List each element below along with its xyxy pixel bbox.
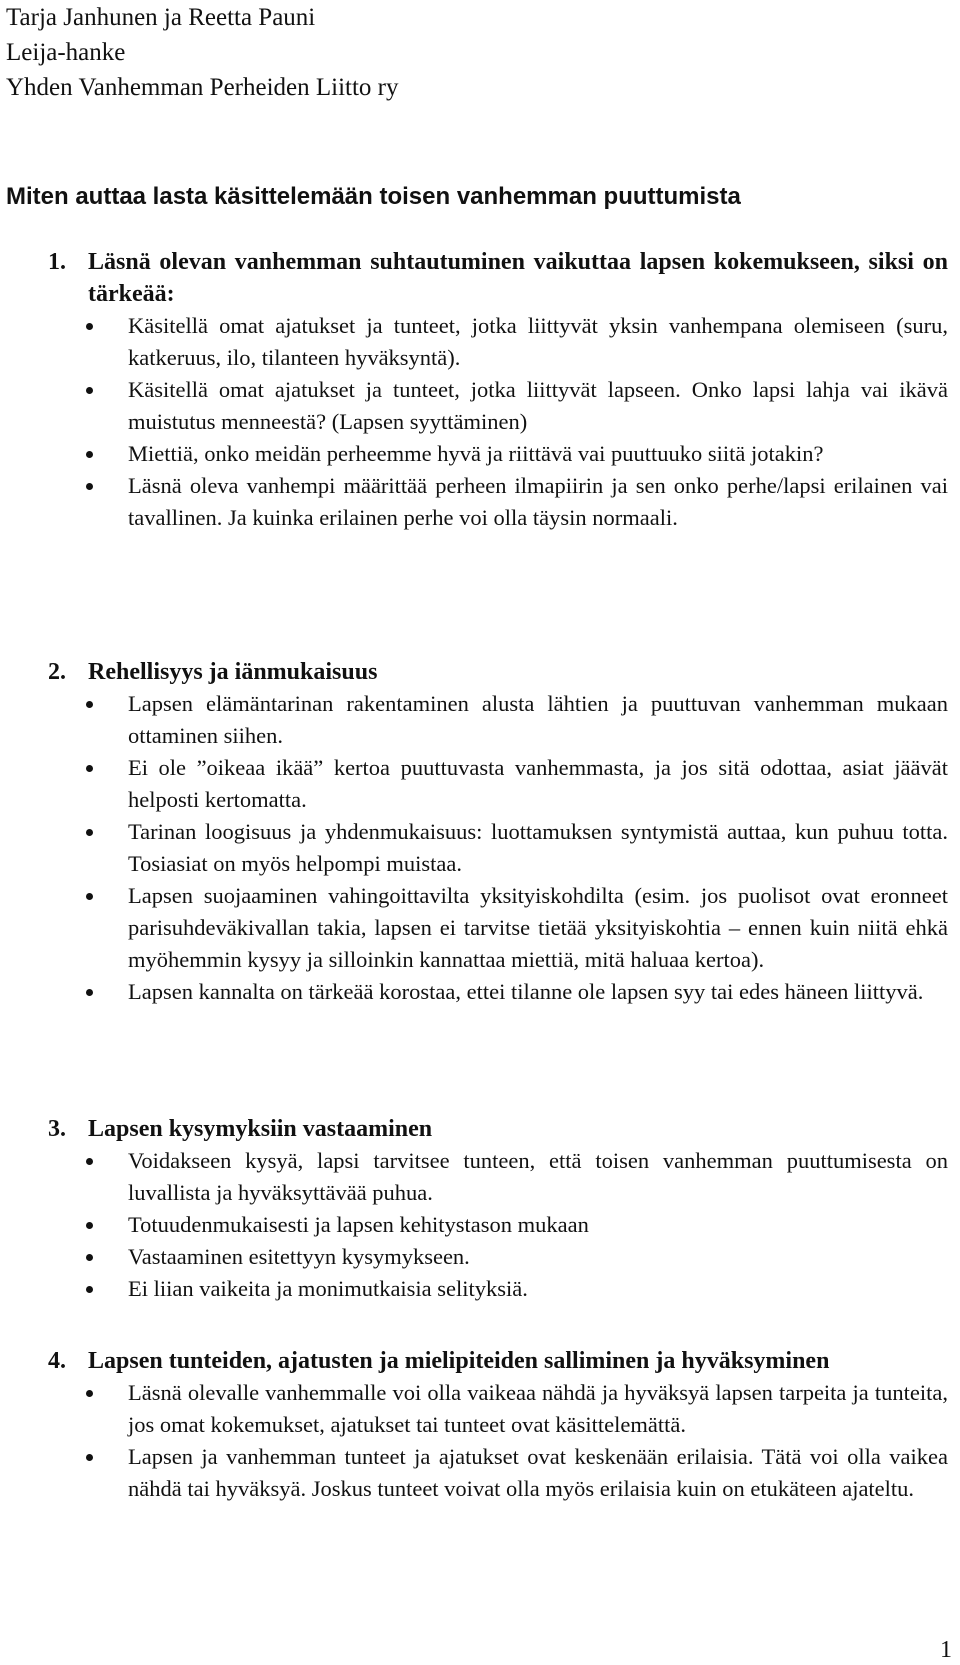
list-item [48,752,948,816]
bullet-list [48,1145,948,1305]
bullet-icon [86,701,93,708]
list-item [48,1209,948,1241]
section-number: 1. [48,249,66,275]
page-number: 1 [940,1637,952,1663]
list-item [48,816,948,880]
bullet-icon [86,1158,93,1165]
document-header [6,0,399,105]
section-4 [48,1345,948,1505]
section-heading-text: Lapsen tunteiden, ajatusten ja mielipiteiden salliminen ja hyväksyminen [88,1348,830,1374]
list-item [48,1241,948,1273]
list-item [48,976,948,1008]
bullet-icon [86,893,93,900]
list-item [48,470,948,534]
list-item-text: Ei ole ”oikeaa ikää” kertoa puuttuvasta vanhemmasta, ja jos sitä odottaa, asiat jäävät helposti kertomatta. [128,755,948,812]
bullet-icon [86,1222,93,1229]
section-heading [48,1345,948,1377]
section-heading-text: Läsnä olevan vanhemman suhtautuminen vaikuttaa lapsen kokemukseen, siksi on tärkeää: [88,249,948,307]
list-item-text: Lapsen suojaaminen vahingoittavilta yksityiskohdilta (esim. jos puolisot ovat eronneet parisuhdeväkivallan takia, lapsen ei tarvitse tietää yksityiskohtia – ennen kuin niitä ehkä myöhemmin kysyy ja silloinkin kannattaa miettiä, mitä haluaa kertoa). [128,883,948,972]
bullet-icon [86,829,93,836]
section-heading [48,1113,948,1145]
section-2 [48,656,948,1008]
list-item-text: Läsnä oleva vanhempi määrittää perheen ilmapiirin ja sen onko perhe/lapsi erilainen vai tavallinen. Ja kuinka erilainen perhe voi olla täysin normaali. [128,473,948,530]
section-heading [48,656,948,688]
bullet-list [48,310,948,534]
bullet-icon [86,451,93,458]
document-title: Miten auttaa lasta käsittelemään toisen vanhemman puuttumista [6,183,741,210]
section-number: 2. [48,659,66,685]
section-heading-text: Lapsen kysymyksiin vastaaminen [88,1116,433,1142]
list-item-text: Tarinan loogisuus ja yhdenmukaisuus: luottamuksen syntymistä auttaa, kun puhuu totta. Tosiasiat on myös helpompi muistaa. [128,819,948,876]
list-item-text: Lapsen kannalta on tärkeää korostaa, ettei tilanne ole lapsen syy tai edes häneen liittyvä. [128,979,924,1004]
list-item-text: Totuudenmukaisesti ja lapsen kehitystason mukaan [128,1212,589,1237]
bullet-icon [86,323,93,330]
bullet-icon [86,989,93,996]
list-item-text: Miettiä, onko meidän perheemme hyvä ja riittävä vai puuttuuko siitä jotakin? [128,441,824,466]
section-3 [48,1113,948,1305]
list-item-text: Läsnä olevalle vanhemmalle voi olla vaikeaa nähdä ja hyväksyä lapsen tarpeita ja tunteita, jos omat kokemukset, ajatukset tai tunteet ovat käsittelemättä. [128,1380,948,1437]
section-1 [48,246,948,534]
list-item-text: Voidakseen kysyä, lapsi tarvitsee tunteen, että toisen vanhemman puuttumisesta on luvallista ja hyväksyttävää puhua. [128,1148,948,1205]
list-item-text: Käsitellä omat ajatukset ja tunteet, jotka liittyvät lapseen. Onko lapsi lahja vai ikävä muistutus menneestä? (Lapsen syyttäminen) [128,377,948,434]
list-item-text: Ei liian vaikeita ja monimutkaisia selityksiä. [128,1276,528,1301]
bullet-icon [86,1286,93,1293]
bullet-icon [86,765,93,772]
bullet-icon [86,1390,93,1397]
list-item [48,1441,948,1505]
section-heading-text: Rehellisyys ja iänmukaisuus [88,659,378,685]
list-item [48,438,948,470]
list-item [48,880,948,976]
bullet-icon [86,483,93,490]
project-line: Leija-hanke [6,39,126,66]
list-item-text: Vastaaminen esitettyyn kysymykseen. [128,1244,470,1269]
list-item-text: Käsitellä omat ajatukset ja tunteet, jotka liittyvät yksin vanhempana olemiseen (suru, katkeruus, ilo, tilanteen hyväksyntä). [128,313,948,370]
bullet-icon [86,387,93,394]
list-item [48,1145,948,1209]
list-item-text: Lapsen elämäntarinan rakentaminen alusta lähtien ja puuttuvan vanhemman mukaan ottaminen siihen. [128,691,948,748]
section-heading [48,246,948,310]
bullet-icon [86,1254,93,1261]
author-line: Tarja Janhunen ja Reetta Pauni [6,4,316,31]
organization-line: Yhden Vanhemman Perheiden Liitto ry [6,74,399,101]
list-item [48,1273,948,1305]
section-number: 3. [48,1116,66,1142]
bullet-icon [86,1454,93,1461]
section-number: 4. [48,1348,66,1374]
list-item-text: Lapsen ja vanhemman tunteet ja ajatukset ovat keskenään erilaisia. Tätä voi olla vaikea nähdä tai hyväksyä. Joskus tunteet voivat olla myös erilaisia kuin on etukäteen ajateltu. [128,1444,948,1501]
list-item [48,1377,948,1441]
list-item [48,310,948,374]
bullet-list [48,1377,948,1505]
list-item [48,688,948,752]
bullet-list [48,688,948,1008]
list-item [48,374,948,438]
